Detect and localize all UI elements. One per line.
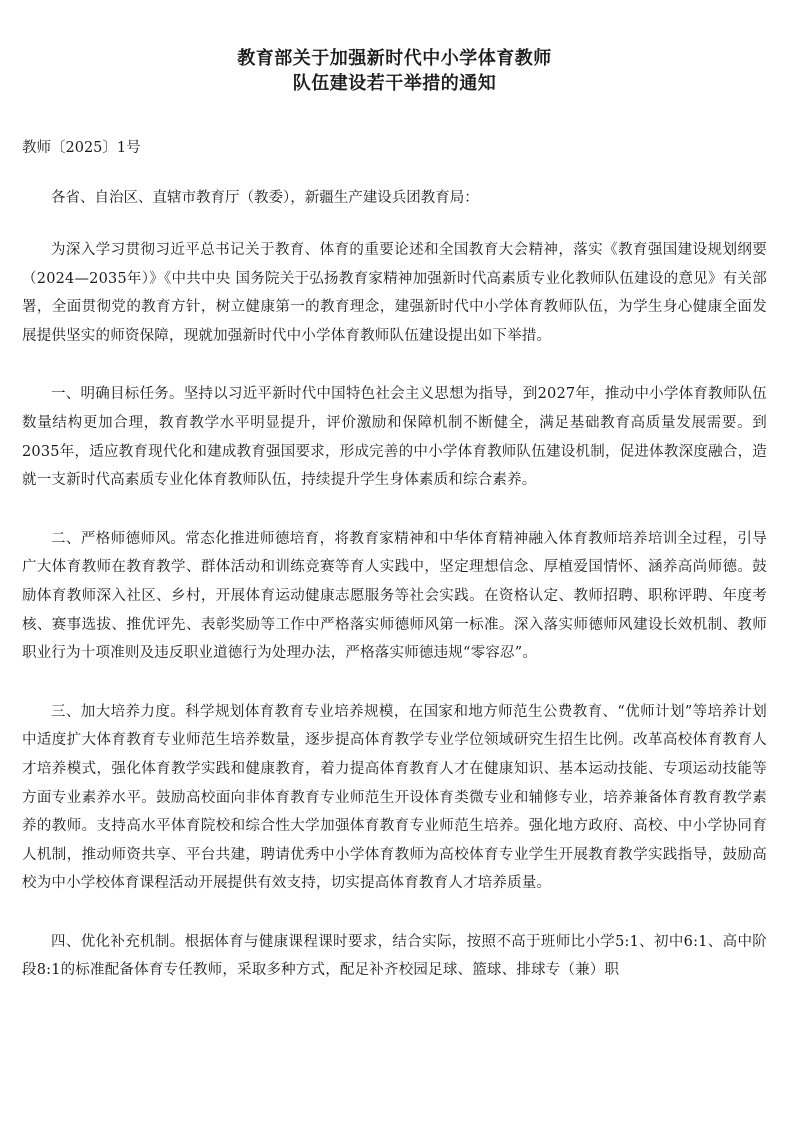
paragraph-goals: 一、明确目标任务。坚持以习近平新时代中国特色社会主义思想为指导，到2027年，推动中小学体育教师队伍数量结构更加合理，教育教学水平明显提升，评价激励和保障机制不断健全，满足基础教育高质量发展需要。到2035年，适应教育现代化和建成教育强国要求，形成完善的中小学体育教师队伍建设机制，促进体教深度融合，造就一支新时代高素质专业化体育教师队伍，持续提升学生身体素质和综合素养。 — [22, 386, 767, 489]
salutation: 各省、自治区、直辖市教育厅（教委），新疆生产建设兵团教育局： — [51, 190, 479, 206]
paragraph-intro: 为深入学习贯彻习近平总书记关于教育、体育的重要论述和全国教育大会精神，落实《教育强国建设规划纲要（2024—2035年）》《中共中央 国务院关于弘扬教育家精神加强新时代高素质专业化教师队伍建设的意见》有关部署，全面贯彻党的教育方针，树立健康第一的教育理念，建强新时代中小学体育教师队伍，为学生身心健康全面发展提供坚实的师资保障，现就加强新时代中小学体育教师队伍建设提出如下举措。 — [22, 242, 767, 344]
document-title — [22, 0, 767, 96]
title-line-2: 队伍建设若干举措的通知 — [292, 73, 497, 94]
document-number: 教师〔2025〕1号 — [22, 140, 141, 156]
paragraph-ethics: 二、严格师德师风。常态化推进师德培育，将教育家精神和中华体育精神融入体育教师培养培训全过程，引导广大体育教师在教育教学、群体活动和训练竞赛等育人实践中，坚定理想信念、厚植爱国情怀、涵养高尚师德。鼓励体育教师深入社区、乡村，开展体育运动健康志愿服务等社会实践。在资格认定、教师招聘、职称评聘、年度考核、赛事选拔、推优评先、表彰奖励等工作中严格落实师德师风第一标准。深入落实师德师风建设长效机制、教师职业行为十项准则及违反职业道德行为处理办法，严格落实师德违规“零容忍”。 — [22, 530, 767, 662]
title-line-1: 教育部关于加强新时代中小学体育教师 — [237, 48, 552, 69]
paragraph-staffing: 四、优化补充机制。根据体育与健康课程课时要求，结合实际，按照不高于班师比小学5:1、初中6:1、高中阶段8:1的标准配备体育专任教师，采取多种方式，配足补齐校园足球、篮球、排球专（兼）职 — [22, 933, 767, 979]
paragraph-training: 三、加大培养力度。科学规划体育教育专业培养规模，在国家和地方师范生公费教育、“优师计划”等培养计划中适度扩大体育教育专业师范生培养数量，逐步提高体育教学专业学位领域研究生招生比例。改革高校体育教育人才培养模式，强化体育教学实践和健康教育，着力提高体育教育人才在健康知识、基本运动技能、专项运动技能等方面专业素养水平。鼓励高校面向非体育教育专业师范生开设体育类微专业和辅修专业，培养兼备体育教育教学素养的教师。支持高水平体育院校和综合性大学加强体育教育专业师范生培养。强化地方政府、高校、中小学协同育人机制，推动师资共享、平台共建，聘请优秀中小学体育教师为高校体育专业学生开展教育教学实践指导，鼓励高校为中小学校体育课程活动开展提供有效支持，切实提高体育教育人才培养质量。 — [22, 703, 767, 892]
